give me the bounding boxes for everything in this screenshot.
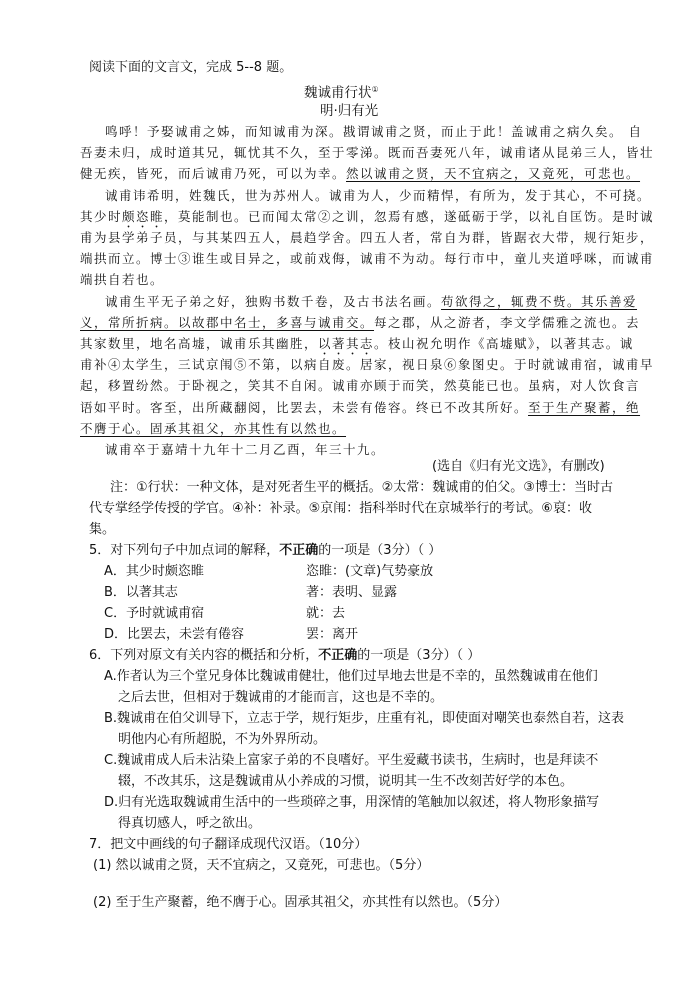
- passage-text: 其家数里，地名高墟，诚甫乐其幽胜，: [80, 336, 319, 351]
- underlined-sentence: 然以诚甫之贤，天不宜病之，又竟死，可悲也。: [346, 166, 641, 182]
- passage-text: 其少时: [80, 208, 123, 224]
- passage-line: [105, 292, 637, 312]
- passage-line: [80, 376, 640, 396]
- passage-text: ，莫能制也。已而闻太常②之训，忽焉有感，遂砥砺于学，以礼自匡饬。是时诚: [164, 208, 655, 224]
- passage-text: 诚甫讳希明，姓魏氏，世为苏州人。诚甫为人，少而精悍，有所为，发于其心，不可挠。: [105, 187, 652, 203]
- q5-option-b-gloss: 著：表明、显露: [306, 585, 398, 600]
- q5-stem-tail: 的一项是（3分）（ ）: [318, 543, 442, 558]
- passage-text: 甫为县学弟子员，与其某四五人，晨趋学舍。四五人者，常自为群，皆踞衣大带，规行矩步，: [80, 230, 655, 245]
- passage-text: 起，移置纷然。于卧视之，笑其不自闲。诚甫亦顾于而笑，然莫能已也。虽病，对人饮食言: [80, 378, 641, 394]
- passage-text: 鸣呼！予娶诚甫之姊，而知诚甫为深。戡谓诚甫之贤，而止于此！盖诚甫之病久矣。 自: [105, 124, 643, 139]
- passage-text: 端拱自若也。: [80, 272, 165, 288]
- underlined-sentence: 至于生产聚蓄，绝: [528, 399, 641, 415]
- q6-stem-text: 6．下列对原文有关内容的概括和分析，: [89, 648, 319, 663]
- passage-line: [80, 164, 640, 184]
- q5-option-a-gloss: 恣睢：(文章)气势豪放: [306, 564, 434, 579]
- q5-option-c-gloss: 就：去: [306, 606, 346, 621]
- q6-option-a-line-2: 之后去世，但相对于魏诚甫的才能而言，这也是不幸的。: [118, 690, 444, 705]
- passage-line: [80, 270, 164, 290]
- q5-option-b: B．以著其志: [104, 585, 178, 600]
- q5-option-a-sentence: A．其少时颇恣睢: [104, 564, 204, 579]
- passage-line: [105, 186, 651, 206]
- q6-stem-tail: 的一项是（3分）（ ）: [357, 648, 481, 663]
- title-text: 魏诚甫行状: [304, 85, 372, 101]
- q6-option-d-line-2: 得真切感人，呼之欲出。: [118, 816, 262, 831]
- question-7-stem: 7．把文中画线的句子翻译成现代汉语。（10分）: [89, 837, 368, 852]
- passage-author: 明·归有光: [320, 103, 379, 119]
- q5-option-d: D．比罢去，未尝有倦容: [104, 627, 245, 642]
- passage-line: [80, 355, 654, 375]
- intro-instruction: 阅读下面的文言文，完成 5--8 题。: [89, 60, 293, 75]
- passage-line: [105, 122, 642, 142]
- passage-line: [80, 398, 640, 418]
- footnote-line-2: 代专掌经学传授的学官。④补：补录。⑤京闱：指科举时代在京城举行的考试。⑥裒：收: [89, 501, 592, 516]
- footnote-line-3: 集。: [89, 522, 116, 537]
- underlined-sentence: 苟欲得之，辄费不赀。其乐善爱: [441, 293, 638, 309]
- passage-text: 甫补④太学生，三试京闱⑤不第，以病自废。居家，视日泉⑥象图史。于时就诚甫宿，诚甫早: [80, 357, 655, 373]
- q6-option-b-line-1: B.魏诚甫在伯父训导下，立志于学，规行矩步，庄重有礼，即使面对嘲笑也泰然自若，这表: [104, 711, 625, 726]
- source-citation: (选自《归有光文选》，有删改): [432, 459, 605, 474]
- q7-subquestion-1: (1) 然以诚甫之贤，天不宜病之，又竟死，可悲也。（5分）: [93, 858, 430, 873]
- passage-title: [304, 80, 379, 103]
- underlined-sentence: 义，常所折病。以故郡中名士，多喜与诚甫交。: [80, 314, 375, 330]
- passage-line: [80, 228, 654, 248]
- passage-text: 健无疾，皆死，而后诚甫乃死，可以为幸。: [80, 166, 347, 182]
- title-footnote-mark: ①: [371, 85, 379, 94]
- q5-stem-emphasis: 不正确: [279, 543, 319, 558]
- passage-text: 吾妻未归，成时道其兄，辄忧其不久，至于零涕。既而吾妻死八年，诚甫诸从昆弟三人，皆壮: [80, 145, 655, 161]
- q5-option-a: [104, 562, 204, 582]
- q6-stem-emphasis: 不正确: [318, 648, 358, 663]
- passage-line: [80, 249, 654, 269]
- passage-line: [80, 419, 346, 439]
- passage-line: [80, 313, 640, 333]
- passage-text: 。枝山祝允明作《高墟赋》，以著其志。诚: [374, 336, 634, 351]
- passage-text: 语如平时。客至，出所藏翻阅，比罢去，未尝有倦容。终已不改其所好。: [80, 399, 529, 415]
- q5-option-c: C．予时就诚甫宿: [104, 606, 205, 621]
- underlined-sentence: 不膺于心。固承其祖父，亦其性有以然也。: [80, 420, 347, 436]
- passage-text: 端拱而立。博士③谁生或目异之，或前戏侮，诚甫不为动。每行市中，童儿夹道呼咪，而诚甫: [80, 251, 655, 267]
- q5-option-d-gloss: 罢：离开: [306, 627, 359, 642]
- passage-text: 每之郡，从之游者，李文学儒雅之流也。去: [374, 314, 641, 330]
- passage-text: 诚甫卒于嘉靖十九年十二月乙酉，年三十九。: [105, 442, 386, 457]
- q6-option-b-line-2: 明他内心有所超脱，不为外界所动。: [118, 732, 327, 747]
- passage-text: 诚甫生平无子弟之好，独购书数千卷，及古书法名画。: [105, 293, 442, 309]
- footnote-line-1: 注：①行状：一种文体，是对死者生平的概括。②太常：魏诚甫的伯父。③博士：当时古: [110, 480, 613, 495]
- q6-option-c-line-1: C.魏诚甫成人后未沾染上富家子弟的不良嗜好。平生爱藏书读书，生病时，也是拜读不: [104, 753, 599, 768]
- q5-stem-text: 5．对下列句子中加点词的解释，: [89, 543, 280, 558]
- dotted-word: 以著其志: [318, 336, 375, 351]
- q6-option-d-line-1: D.归有光选取魏诚甫生活中的一些琐碎之事，用深情的笔触加以叙述，将人物形象描写: [104, 795, 600, 810]
- question-5-stem: [89, 541, 441, 561]
- q6-option-c-line-2: 辍，不改其乐，这是魏诚甫从小养成的习惯，说明其一生不改刻苦好学的本色。: [118, 774, 574, 789]
- passage-line: [105, 440, 385, 460]
- question-6-stem: [89, 646, 480, 666]
- dotted-word: 颇恣睢: [122, 208, 165, 224]
- q7-subquestion-2: (2) 至于生产聚蓄，绝不膺于心。固承其祖父，亦其性有以然也。（5分）: [93, 895, 508, 910]
- passage-line: [80, 143, 654, 163]
- q6-option-a-line-1: A.作者认为三个堂兄身体比魏诚甫健壮，他们过早地去世是不幸的，虽然魏诚甫在他们: [104, 669, 598, 684]
